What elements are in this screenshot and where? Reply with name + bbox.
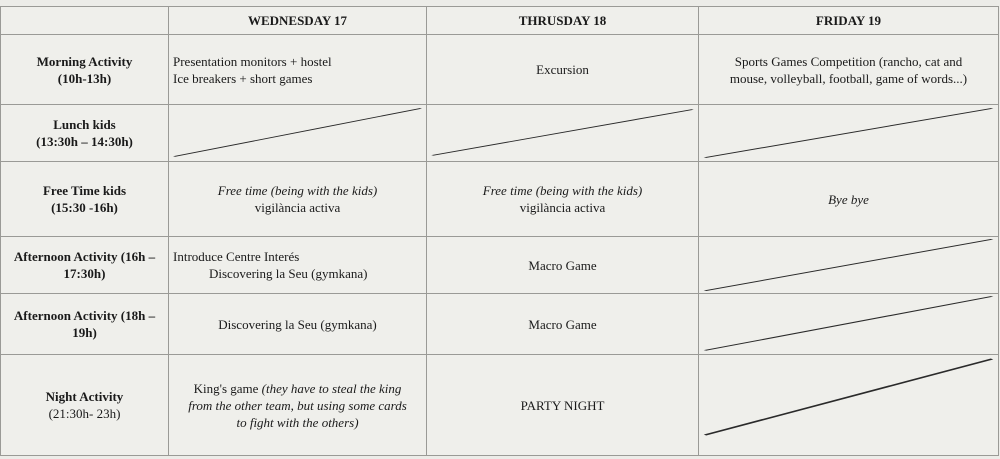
table-row: [1, 162, 999, 237]
row-label-afternoon-1: Afternoon Activity (16h – 17:30h): [1, 237, 169, 294]
table-row: [1, 237, 999, 294]
empty-cell-slash: [427, 105, 698, 161]
empty-cell-slash: [699, 294, 998, 354]
cell-fri-afternoon-2-empty: [699, 294, 999, 355]
cell-fri-lunch-empty: [699, 105, 999, 162]
cell-wed-afternoon-2: Discovering la Seu (gymkana): [169, 294, 427, 355]
header-thursday: THRUSDAY 18: [427, 7, 699, 35]
cell-thu-afternoon-2: Macro Game: [427, 294, 699, 355]
cell-fri-afternoon-1-empty: [699, 237, 999, 294]
table-row: [1, 355, 999, 456]
empty-cell-slash: [169, 105, 426, 161]
cell-wed-morning: Presentation monitors + hostel Ice breakers + short games: [169, 35, 427, 105]
row-label-lunch: Lunch kids (13:30h – 14:30h): [1, 105, 169, 162]
empty-cell-slash: [699, 237, 998, 293]
table-row: [1, 35, 999, 105]
empty-cell-slash: [699, 105, 998, 161]
cell-thu-morning: Excursion: [427, 35, 699, 105]
cell-wed-afternoon-1: Introduce Centre Interés Discovering la Seu (gymkana): [169, 237, 427, 294]
cell-thu-lunch-empty: [427, 105, 699, 162]
cell-thu-free-time: Free time (being with the kids) vigilància activa: [427, 162, 699, 237]
table-row: [1, 294, 999, 355]
cell-wed-free-time: Free time (being with the kids) vigilància activa: [169, 162, 427, 237]
cell-thu-night: PARTY NIGHT: [427, 355, 699, 456]
schedule-table: [0, 6, 999, 456]
row-label-free-time: Free Time kids (15:30 -16h): [1, 162, 169, 237]
header-wednesday: WEDNESDAY 17: [169, 7, 427, 35]
cell-fri-morning: Sports Games Competition (rancho, cat and mouse, volleyball, football, game of words...): [699, 35, 999, 105]
header-friday: FRIDAY 19: [699, 7, 999, 35]
row-label-night: Night Activity (21:30h- 23h): [1, 355, 169, 456]
header-row: [1, 7, 999, 35]
table-row: [1, 105, 999, 162]
row-label-afternoon-2: Afternoon Activity (18h – 19h): [1, 294, 169, 355]
cell-wed-lunch-empty: [169, 105, 427, 162]
cell-wed-night: King's game (they have to steal the king from the other team, but using some cards to fight with the others): [169, 355, 427, 456]
empty-cell-slash: [699, 355, 998, 455]
cell-thu-afternoon-1: Macro Game: [427, 237, 699, 294]
cell-fri-free-time: Bye bye: [699, 162, 999, 237]
header-corner: [1, 7, 169, 35]
cell-fri-night-empty: [699, 355, 999, 456]
row-label-morning: Morning Activity (10h-13h): [1, 35, 169, 105]
